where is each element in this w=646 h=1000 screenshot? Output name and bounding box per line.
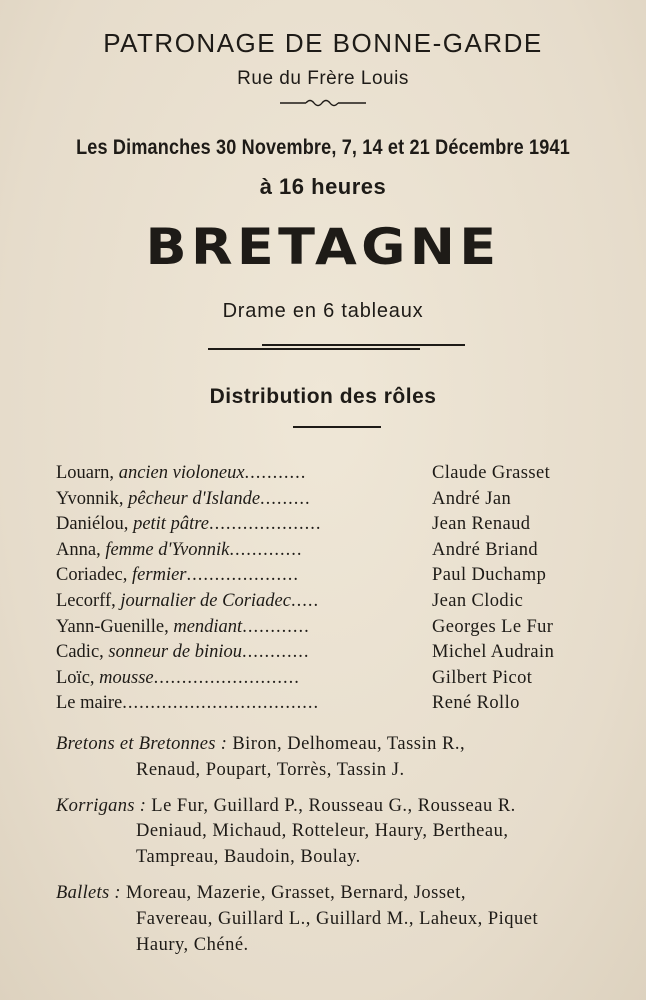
character-name: Loïc, (56, 667, 95, 688)
character-description: fermier (132, 565, 187, 586)
cast-row (56, 691, 616, 717)
actor-name: Michel Audrain (432, 642, 555, 663)
double-rule-bottom (208, 348, 420, 350)
character-name: Lecorff, (56, 590, 116, 611)
role-name (56, 538, 408, 564)
actor-name: André Jan (432, 488, 512, 509)
actor-name: René Rollo (432, 693, 520, 714)
actor-name: Gilbert Picot (432, 667, 533, 688)
character-name: Le maire (56, 693, 123, 714)
character-description: journalier de Coriadec (120, 590, 291, 611)
character-description: sonneur de biniou (108, 642, 243, 663)
leader-dots: ......... (260, 488, 311, 509)
character-name: Yvonnik, (56, 488, 124, 509)
actor-name: Paul Duchamp (432, 565, 547, 586)
character-description: pêcheur d'Islande (128, 488, 261, 509)
street-address: Rue du Frère Louis (237, 68, 409, 89)
role-name (56, 666, 408, 692)
character-description: mendiant (173, 616, 243, 637)
character-name: Coriadec, (56, 565, 128, 586)
double-rule-top (262, 344, 465, 346)
ensemble-members-continued: Tampreau, Baudoin, Boulay. (136, 847, 361, 868)
ensemble-label: Korrigans : (56, 795, 147, 816)
cast-row (56, 461, 616, 487)
ensemble-group (56, 732, 626, 784)
ensemble-members: Biron, Delhomeau, Tassin R., (232, 734, 466, 754)
leader-dots: ........... (244, 463, 307, 483)
character-name: Louarn, (56, 463, 115, 483)
role-name (56, 563, 408, 589)
character-description: ancien violoneux (118, 463, 245, 483)
leader-dots: ..... (290, 590, 320, 611)
cast-row (56, 563, 616, 589)
character-description: mousse (99, 667, 154, 688)
ensemble-label: Ballets : (56, 882, 121, 903)
cast-row (56, 487, 616, 513)
leader-dots: ................................... (122, 693, 320, 714)
actor-name: André Briand (432, 539, 539, 560)
ensemble-members-continued: Renaud, Poupart, Torrès, Tassin J. (136, 759, 405, 780)
play-title: BRETAGNE (145, 218, 501, 276)
character-name: Yann-Guenille, (56, 616, 169, 637)
character-description: femme d'Yvonnik (105, 539, 230, 560)
organization-title: PATRONAGE DE BONNE-GARDE (103, 28, 543, 58)
role-name (56, 615, 408, 641)
play-subtitle: Drame en 6 tableaux (222, 300, 424, 322)
cast-row (56, 666, 616, 692)
role-name (56, 640, 408, 666)
actor-name: Jean Clodic (432, 590, 524, 611)
cast-row (56, 589, 616, 615)
leader-dots: ............ (242, 616, 310, 637)
role-name (56, 487, 408, 513)
cast-row (56, 615, 616, 641)
character-description: petit pâtre (133, 514, 209, 535)
actor-name: Georges Le Fur (432, 616, 554, 637)
leader-dots: .................... (186, 565, 299, 586)
cast-row (56, 512, 616, 538)
leader-dots: .......................... (153, 667, 300, 688)
cast-heading: Distribution des rôles (209, 385, 437, 408)
leader-dots: .................... (208, 514, 322, 535)
actor-name: Jean Renaud (432, 514, 531, 535)
ensemble-label: Bretons et Bretonnes : (56, 734, 228, 754)
character-name: Daniélou, (56, 514, 129, 535)
ensemble-first-line (56, 794, 626, 820)
performance-hour: à 16 heures (259, 174, 387, 199)
ensemble-first-line (56, 732, 626, 758)
role-name (56, 589, 408, 615)
ensemble-group (56, 881, 626, 958)
heading-underline (293, 426, 381, 428)
leader-dots: ............ (242, 642, 310, 663)
ensemble-members: Le Fur, Guillard P., Rousseau G., Rousseau R. (151, 795, 516, 816)
character-name: Anna, (56, 539, 101, 560)
performance-dates: Les Dimanches 30 Novembre, 7, 14 et 21 Décembre 1941 (76, 136, 570, 159)
scroll-ornament-icon (0, 96, 646, 115)
cast-list (56, 461, 616, 717)
role-name (56, 461, 408, 487)
ensemble-group (56, 794, 626, 871)
ensemble-members-continued: Haury, Chéné. (136, 934, 249, 955)
role-name (56, 691, 408, 717)
character-name: Cadic, (56, 642, 104, 663)
actor-name: Claude Grasset (432, 463, 551, 483)
cast-row (56, 640, 616, 666)
cast-row (56, 538, 616, 564)
ensemble-list (56, 732, 626, 968)
ensemble-members: Moreau, Mazerie, Grasset, Bernard, Josset, (126, 882, 467, 903)
ensemble-members-continued: Deniaud, Michaud, Rotteleur, Haury, Bertheau, (136, 821, 509, 842)
leader-dots: ............. (229, 539, 303, 560)
role-name (56, 512, 408, 538)
ensemble-first-line (56, 881, 626, 907)
ensemble-members-continued: Favereau, Guillard L., Guillard M., Laheux, Piquet (136, 908, 539, 929)
